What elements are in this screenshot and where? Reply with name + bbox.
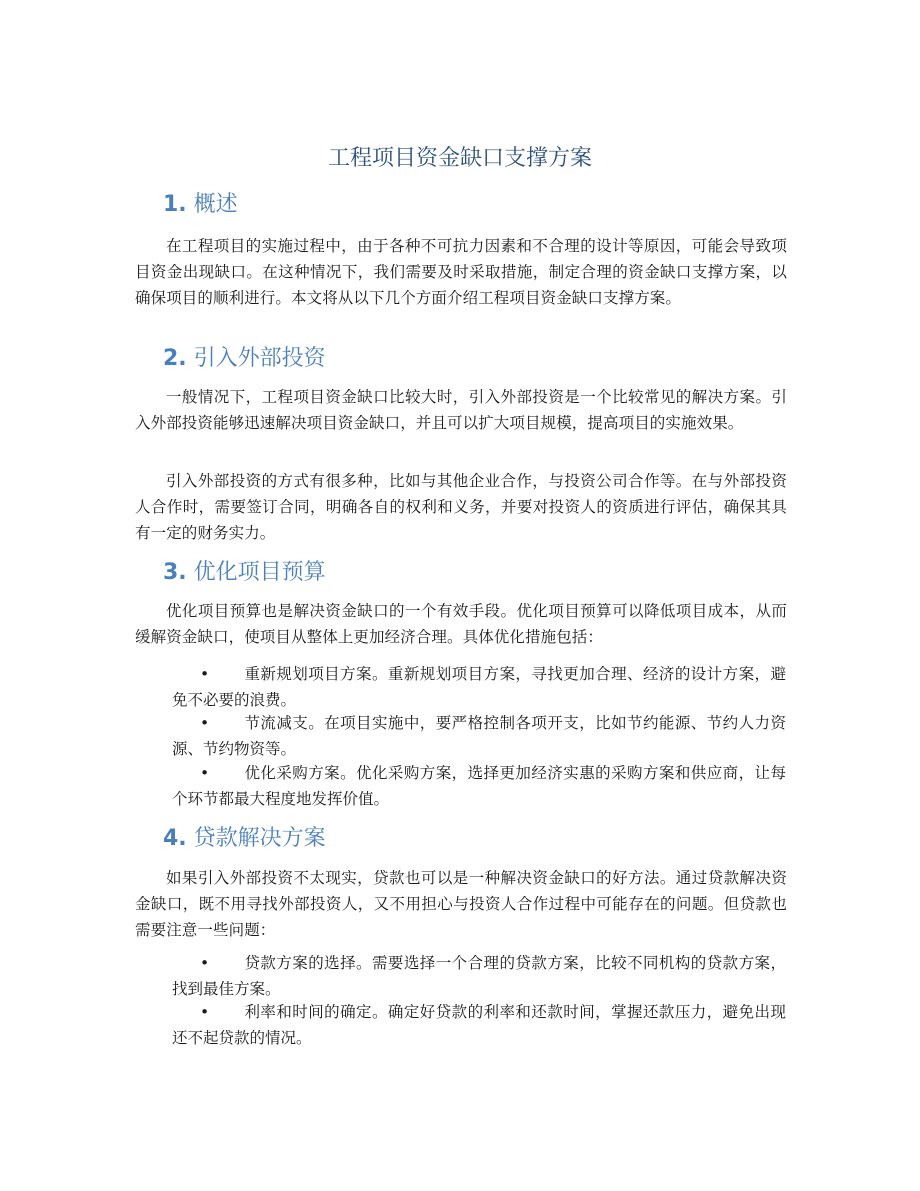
- paragraph: 一般情况下，工程项目资金缺口比较大时，引入外部投资是一个比较常见的解决方案。引入外部投资能够迅速解决项目资金缺口，并且可以扩大项目规模，提高项目的实施效果。: [135, 388, 787, 432]
- list-item: [172, 950, 786, 1002]
- section-number: 3.: [163, 560, 187, 585]
- section-number: 4.: [163, 826, 187, 851]
- bullet-icon: •: [200, 714, 210, 732]
- section-heading-loan-solution: [163, 822, 326, 856]
- section-number: 2.: [163, 346, 187, 371]
- list-item: [172, 999, 786, 1051]
- list-item-text: 贷款方案的选择。需要选择一个合理的贷款方案，比较不同机构的贷款方案，找到最佳方案。: [172, 954, 786, 998]
- paragraph: 如果引入外部投资不太现实，贷款也可以是一种解决资金缺口的好方法。通过贷款解决资金缺口，既不用寻找外部投资人，又不用担心与投资人合作过程中可能存在的问题。但贷款也需要注意一些问题：: [135, 869, 787, 939]
- list-item: [172, 710, 786, 762]
- section-heading-text: 概述: [193, 192, 238, 217]
- list-item-text: 节流减支。在项目实施中，要严格控制各项开支，比如节约能源、节约人力资源、节约物资等。: [172, 714, 786, 758]
- list-item-text: 利率和时间的确定。确定好贷款的利率和还款时间，掌握还款压力，避免出现还不起贷款的情况。: [172, 1003, 786, 1047]
- paragraph: 引入外部投资的方式有很多种，比如与其他企业合作，与投资公司合作等。在与外部投资人合作时，需要签订合同，明确各自的权利和义务，并要对投资人的资质进行评估，确保其具有一定的财务实力。: [135, 472, 787, 542]
- paragraph: 优化项目预算也是解决资金缺口的一个有效手段。优化项目预算可以降低项目成本，从而缓解资金缺口，使项目从整体上更加经济合理。具体优化措施包括：: [135, 602, 787, 646]
- bullet-icon: •: [200, 665, 210, 683]
- section-heading-text: 引入外部投资: [193, 346, 326, 371]
- list-item: [172, 760, 786, 812]
- list-item-text: 重新规划项目方案。重新规划项目方案，寻找更加合理、经济的设计方案，避免不必要的浪费。: [172, 665, 786, 709]
- section-heading-optimize-budget: [163, 556, 326, 590]
- bullet-icon: •: [200, 764, 210, 782]
- bullet-icon: •: [200, 954, 210, 972]
- list-item: [172, 661, 786, 713]
- section-heading-overview: [163, 188, 238, 222]
- section-heading-text: 优化项目预算: [193, 560, 326, 585]
- section-number: 1.: [163, 192, 187, 217]
- list-item-text: 优化采购方案。优化采购方案，选择更加经济实惠的采购方案和供应商，让每个环节都最大程度地发挥价值。: [172, 764, 786, 808]
- paragraph: 在工程项目的实施过程中，由于各种不可抗力因素和不合理的设计等原因，可能会导致项目资金出现缺口。在这种情况下，我们需要及时采取措施，制定合理的资金缺口支撑方案，以确保项目的顺利进行。本文将从以下几个方面介绍工程项目资金缺口支撑方案。: [135, 237, 787, 307]
- document-title: 工程项目资金缺口支撑方案: [327, 146, 592, 171]
- section-heading-text: 贷款解决方案: [193, 826, 326, 851]
- section-heading-external-investment: [163, 342, 326, 376]
- bullet-icon: •: [200, 1003, 210, 1021]
